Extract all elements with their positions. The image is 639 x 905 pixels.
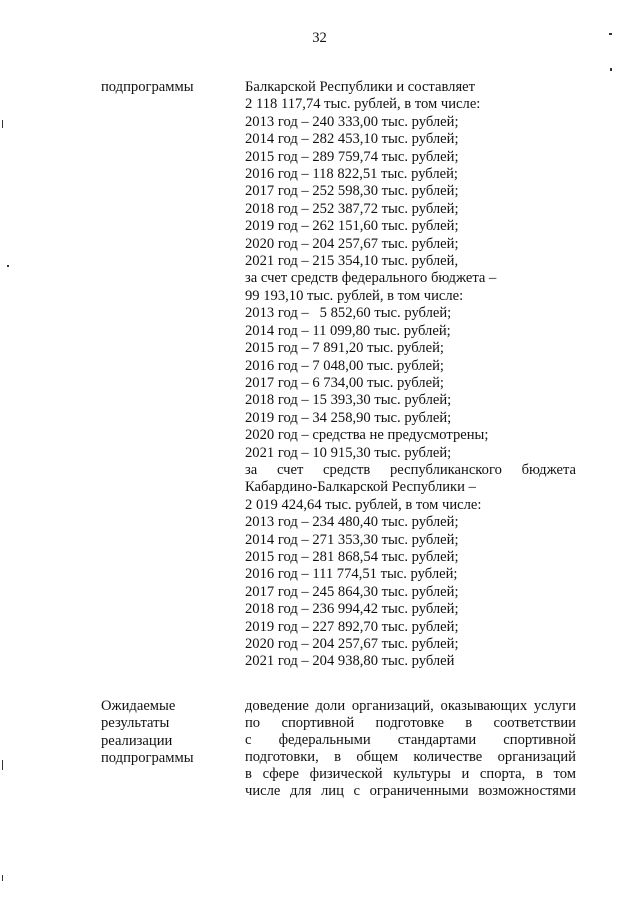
scan-mark: [2, 760, 3, 770]
funding-line: Кабардино-Балкарской Республики –: [245, 479, 476, 496]
funding-line: 2021 год – 215 354,10 тыс. рублей,: [245, 253, 459, 270]
results-label-line: Ожидаемые: [101, 698, 176, 714]
funding-line: 2015 год – 7 891,20 тыс. рублей;: [245, 340, 444, 357]
funding-line: 2019 год – 262 151,60 тыс. рублей;: [245, 218, 459, 235]
funding-line: 2017 год – 245 864,30 тыс. рублей;: [245, 583, 459, 600]
results-line: в сфере физической культуры и спорта, в том: [245, 766, 576, 783]
results-text: [245, 698, 576, 801]
funding-text: [245, 79, 576, 671]
funding-line: 2015 год – 281 868,54 тыс. рублей;: [245, 548, 459, 565]
scan-mark: [2, 120, 3, 128]
funding-line: 2014 год – 282 453,10 тыс. рублей;: [245, 131, 459, 148]
funding-line: 2 019 424,64 тыс. рублей, в том числе:: [245, 496, 482, 513]
funding-line: 2013 год – 5 852,60 тыс. рублей;: [245, 305, 452, 322]
funding-line: 2019 год – 34 258,90 тыс. рублей;: [245, 409, 452, 426]
funding-line: Балкарской Республики и составляет: [245, 79, 476, 95]
results-line: по спортивной подготовке в соответствии: [245, 715, 576, 732]
results-label-line: реализации: [101, 732, 173, 749]
funding-line: 2014 год – 271 353,30 тыс. рублей;: [245, 531, 459, 548]
results-line: с федеральными стандартами спортивной: [245, 732, 576, 749]
funding-line: 2021 год – 10 915,30 тыс. рублей;: [245, 444, 452, 461]
results-label-line: подпрограммы: [101, 749, 194, 766]
scan-mark: [609, 33, 612, 35]
funding-line: 2019 год – 227 892,70 тыс. рублей;: [245, 618, 459, 635]
row-label-funding: [101, 79, 231, 96]
funding-line: 2014 год – 11 099,80 тыс. рублей;: [245, 322, 451, 339]
funding-line: 2013 год – 240 333,00 тыс. рублей;: [245, 113, 459, 130]
page-number: 32: [312, 30, 327, 46]
funding-line: 2017 год – 6 734,00 тыс. рублей;: [245, 374, 444, 391]
scan-mark: [7, 265, 9, 267]
scan-mark: [610, 68, 612, 71]
funding-label: подпрограммы: [101, 79, 194, 95]
funding-line: за счет средств федерального бюджета –: [245, 270, 497, 287]
funding-line: 2020 год – средства не предусмотрены;: [245, 427, 489, 444]
funding-line: 99 193,10 тыс. рублей, в том числе:: [245, 287, 464, 304]
funding-line: 2016 год – 118 822,51 тыс. рублей;: [245, 166, 458, 183]
row-label-results: [101, 698, 231, 767]
funding-line: за счет средств республиканского бюджета: [245, 461, 576, 478]
funding-line: 2018 год – 15 393,30 тыс. рублей;: [245, 392, 452, 409]
funding-line: 2015 год – 289 759,74 тыс. рублей;: [245, 148, 459, 165]
funding-line: 2021 год – 204 938,80 тыс. рублей: [245, 653, 455, 670]
results-label-line: результаты: [101, 715, 170, 732]
results-line: числе для лиц с ограниченными возможностями: [245, 783, 576, 800]
funding-line: 2016 год – 7 048,00 тыс. рублей;: [245, 357, 444, 374]
funding-line: 2020 год – 204 257,67 тыс. рублей;: [245, 235, 459, 252]
results-line: доведение доли организаций, оказывающих услуги: [245, 698, 576, 714]
funding-line: 2018 год – 236 994,42 тыс. рублей;: [245, 601, 459, 618]
funding-line: 2016 год – 111 774,51 тыс. рублей;: [245, 566, 458, 583]
funding-line: 2020 год – 204 257,67 тыс. рублей;: [245, 636, 459, 652]
funding-line: 2017 год – 252 598,30 тыс. рублей;: [245, 183, 459, 200]
funding-line: 2 118 117,74 тыс. рублей, в том числе:: [245, 96, 481, 113]
funding-line: 2018 год – 252 387,72 тыс. рублей;: [245, 200, 459, 217]
funding-line: 2013 год – 234 480,40 тыс. рублей;: [245, 514, 459, 531]
results-line: подготовки, в общем количестве организаций: [245, 749, 576, 766]
scan-mark: [2, 875, 3, 881]
